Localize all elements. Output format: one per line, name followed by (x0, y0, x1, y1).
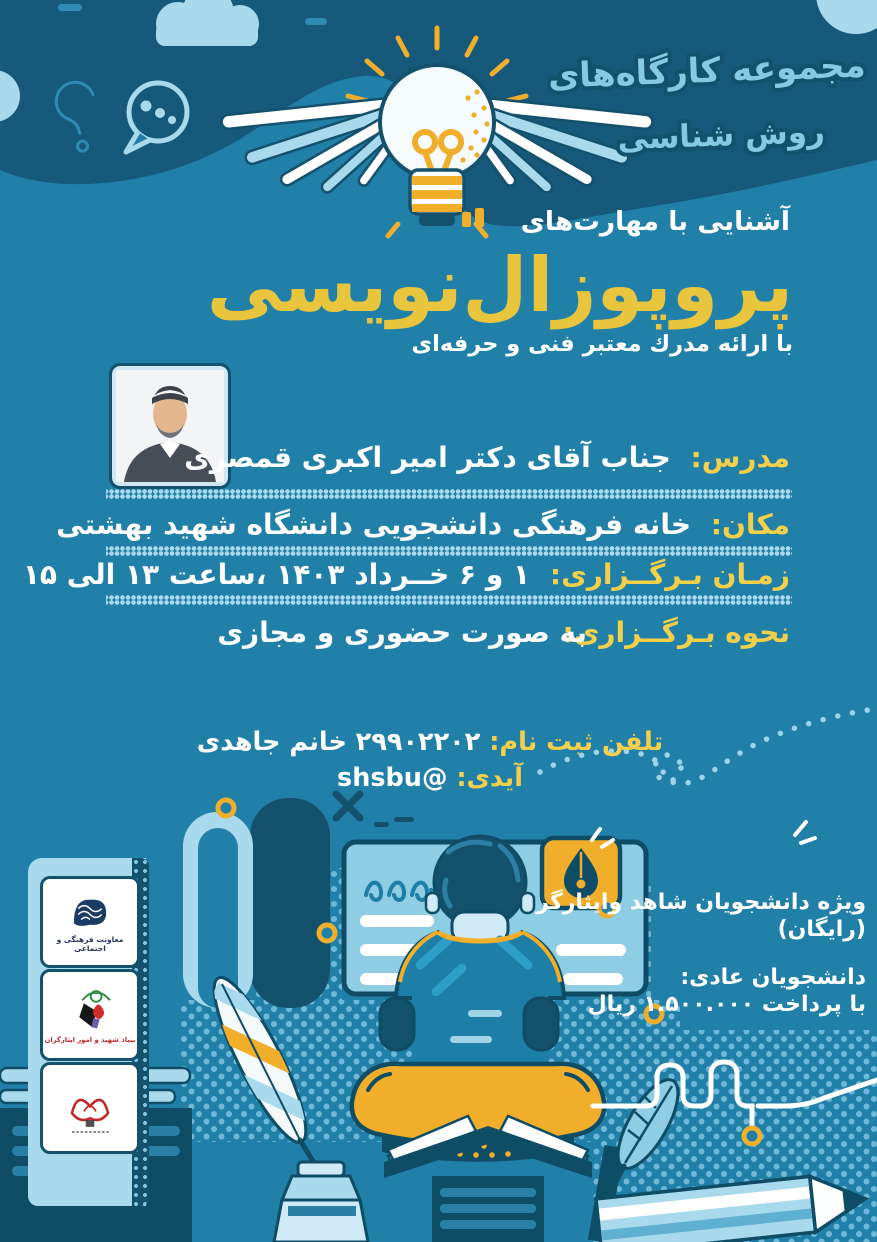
ring-decor (218, 800, 234, 816)
location-value: خانه فرهنگی دانشجویی دانشگاه شهید بهشتی (56, 508, 692, 541)
phone-contact-person: خانم جاهدی (196, 727, 347, 757)
phone-label: تلفن ثبت نام: (489, 727, 664, 757)
dash-decor (305, 18, 327, 25)
badge-line1: مجموعه کارگاه‌های (547, 45, 867, 97)
dash-decor (58, 4, 82, 11)
instructor-value: جناب آقای دکتر امیر اکبری قمصری (184, 441, 671, 474)
bonyad-shahid-icon (67, 986, 113, 1036)
dotted-separator (106, 546, 792, 556)
id-value: @shsbu (337, 763, 448, 793)
ink-bottle-icon (274, 1162, 368, 1242)
ribbon-decor (183, 798, 330, 1008)
pause-bars-decor (475, 208, 484, 227)
regular-fee: با پرداخت ۱.۵۰۰.۰۰۰ ریال (587, 992, 866, 1017)
dash-decor (394, 817, 414, 822)
tuition-block (536, 889, 866, 1018)
tulip-emblem-icon (60, 1080, 120, 1136)
instructor-row (184, 441, 790, 474)
shahed-students-line: ویژه دانشجویان شاهد وایثارگر (536, 890, 866, 915)
regular-students-line: دانشجویان عادی: (680, 965, 866, 990)
location-row (56, 508, 790, 541)
badge-line2: روش شناسی (616, 113, 826, 158)
logo-shahed-isargar-emblem (40, 1062, 140, 1154)
sbu-seal-icon (68, 891, 112, 935)
logo-caption: بنیاد شهید و امور ایثارگران (44, 1035, 136, 1044)
ring-decor (744, 1128, 760, 1144)
format-label: نحوه بـرگــزاری: (562, 616, 790, 649)
logo-bonyad-shahid (40, 969, 140, 1061)
subtitle: با ارائه مدرك معتبر فنی و حرفه‌ای (411, 331, 793, 357)
registration-phone-row (140, 727, 720, 757)
time-row (23, 558, 790, 591)
time-label: زمـان بـرگــزاری: (549, 558, 790, 591)
page-title: پروپوزال‌نویسی (206, 241, 793, 329)
pause-bars-decor (462, 212, 471, 227)
time-value: ۱ و ۶ خــرداد ۱۴۰۳ ،ساعت ۱۳ الی ۱۵ (22, 558, 531, 591)
dotted-separator (106, 489, 792, 499)
dotted-separator (106, 595, 792, 605)
phone-number: ۲۹۹۰۲۲۰۲ (355, 727, 481, 757)
workshop-series-badge (546, 28, 871, 179)
logo-sbu-cultural-deputy (40, 876, 140, 968)
shahed-fee: (رایگان) (777, 917, 866, 942)
cloud-icon (156, 0, 259, 46)
registration-id-row (140, 763, 720, 793)
format-label-wrap (553, 616, 790, 649)
logo-caption: معاونت فرهنگی و اجتماعی (56, 935, 124, 953)
dash-decor (374, 822, 389, 827)
x-mark-decor (336, 794, 360, 818)
ring-decor (319, 925, 335, 941)
location-label: مکان: (710, 508, 790, 541)
instructor-label: مدرس: (690, 441, 790, 474)
id-label: آیدی: (456, 763, 523, 793)
format-value: به صورت حضوری و مجازی (217, 616, 587, 649)
pretitle: آشنایی با مهارت‌های (520, 206, 790, 237)
